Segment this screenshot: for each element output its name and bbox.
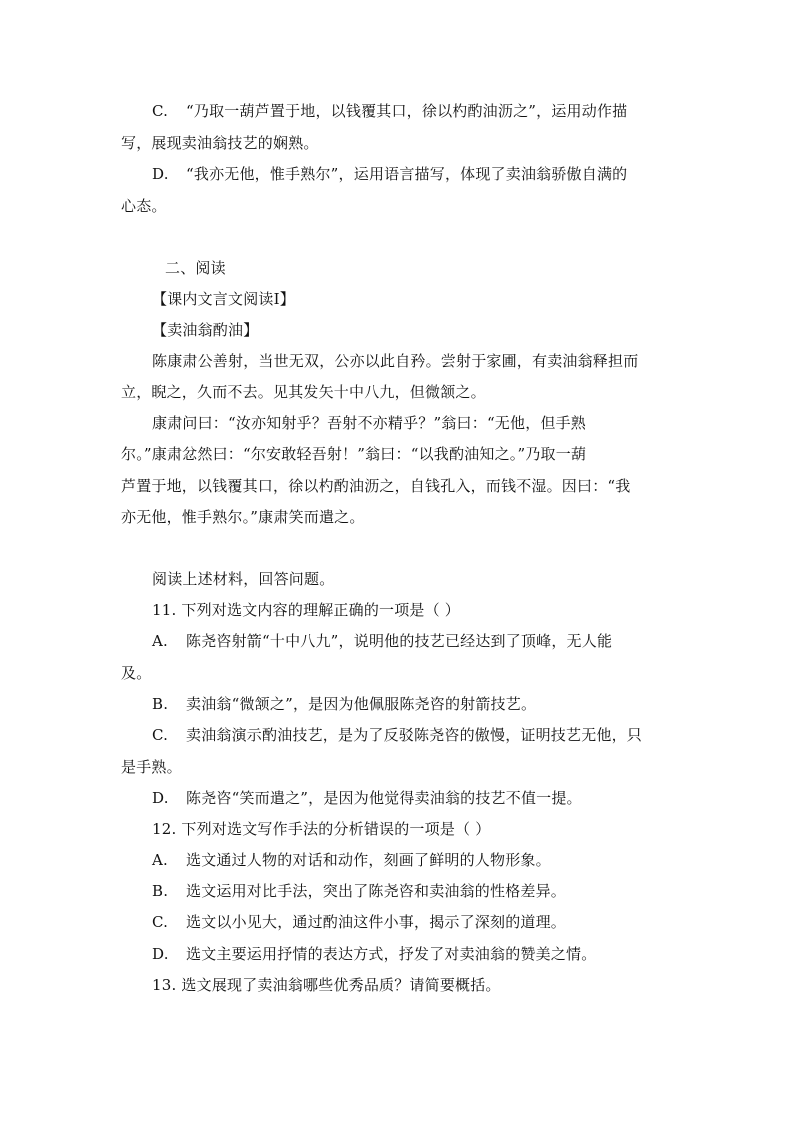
option-label: A.	[152, 632, 169, 650]
q12-option-a: A. 选文通过人物的对话和动作，刻画了鲜明的人物形象。	[152, 851, 551, 869]
option-label: D.	[152, 165, 169, 183]
q11-option-b: B. 卖油翁“微颔之”，是因为他佩服陈尧咨的射箭技艺。	[152, 695, 537, 713]
section-title: 二、阅读	[165, 259, 226, 277]
q10-option-c-line2: 写，展现卖油翁技艺的娴熟。	[121, 134, 319, 152]
option-label: C.	[152, 726, 169, 744]
option-label: B.	[152, 882, 169, 900]
q11-stem: 11. 下列对选文内容的理解正确的一项是（ ）	[152, 601, 460, 619]
instruction: 阅读上述材料，回答问题。	[152, 570, 335, 588]
q11-option-a-line2: 及。	[121, 664, 152, 682]
q10-option-d-line1: D. “我亦无他，惟手熟尔”，运用语言描写，体现了卖油翁骄傲自满的	[152, 165, 628, 183]
passage-p1-line1: 陈康肃公善射，当世无双，公亦以此自矜。尝射于家圃，有卖油翁释担而	[152, 352, 639, 370]
option-label: A.	[152, 851, 169, 869]
q11-option-a-line1: A. 陈尧咨射箭“十中八九”，说明他的技艺已经达到了顶峰，无人能	[152, 632, 613, 650]
q12-option-c: C. 选文以小见大，通过酌油这件小事，揭示了深刻的道理。	[152, 913, 567, 931]
q13-stem: 13. 选文展现了卖油翁哪些优秀品质？请简要概括。	[152, 976, 501, 994]
option-label: B.	[152, 695, 169, 713]
option-label: C.	[152, 913, 169, 931]
subsection-title: 【课内文言文阅读Ⅰ】	[152, 290, 295, 308]
q10-option-d-line2: 心态。	[121, 197, 167, 215]
q11-option-c-line2: 是手熟。	[121, 758, 182, 776]
passage-p2-line4: 亦无他，惟手熟尔。”康肃笑而遣之。	[121, 508, 365, 526]
option-label: C.	[152, 102, 169, 120]
q12-option-d: D. 选文主要运用抒情的表达方式，抒发了对卖油翁的赞美之情。	[152, 945, 597, 963]
passage-title: 【卖油翁酌油】	[152, 321, 259, 339]
q10-option-c-line1: C. “乃取一葫芦置于地，以钱覆其口，徐以杓酌油沥之”，运用动作描	[152, 102, 628, 120]
q12-stem: 12. 下列对选文写作手法的分析错误的一项是（ ）	[152, 820, 491, 838]
option-label: D.	[152, 789, 169, 807]
passage-p2-line1: 康肃问曰：“汝亦知射乎？吾射不亦精乎？”翁曰：“无他，但手熟	[152, 414, 587, 432]
option-label: D.	[152, 945, 169, 963]
passage-p2-line3: 芦置于地，以钱覆其口，徐以杓酌油沥之，自钱孔入，而钱不湿。因曰：“我	[121, 477, 631, 495]
passage-p2-line2: 尔。”康肃忿然曰：“尔安敢轻吾射！”翁曰：“以我酌油知之。”乃取一葫	[121, 445, 587, 463]
q11-option-c-line1: C. 卖油翁演示酌油技艺，是为了反驳陈尧咨的傲慢，证明技艺无他，只	[152, 726, 643, 744]
q11-option-d: D. 陈尧咨“笑而遣之”，是因为他觉得卖油翁的技艺不值一提。	[152, 789, 582, 807]
q12-option-b: B. 选文运用对比手法，突出了陈尧咨和卖油翁的性格差异。	[152, 882, 567, 900]
passage-p1-line2: 立，睨之，久而不去。见其发矢十中八九，但微颔之。	[121, 383, 486, 401]
